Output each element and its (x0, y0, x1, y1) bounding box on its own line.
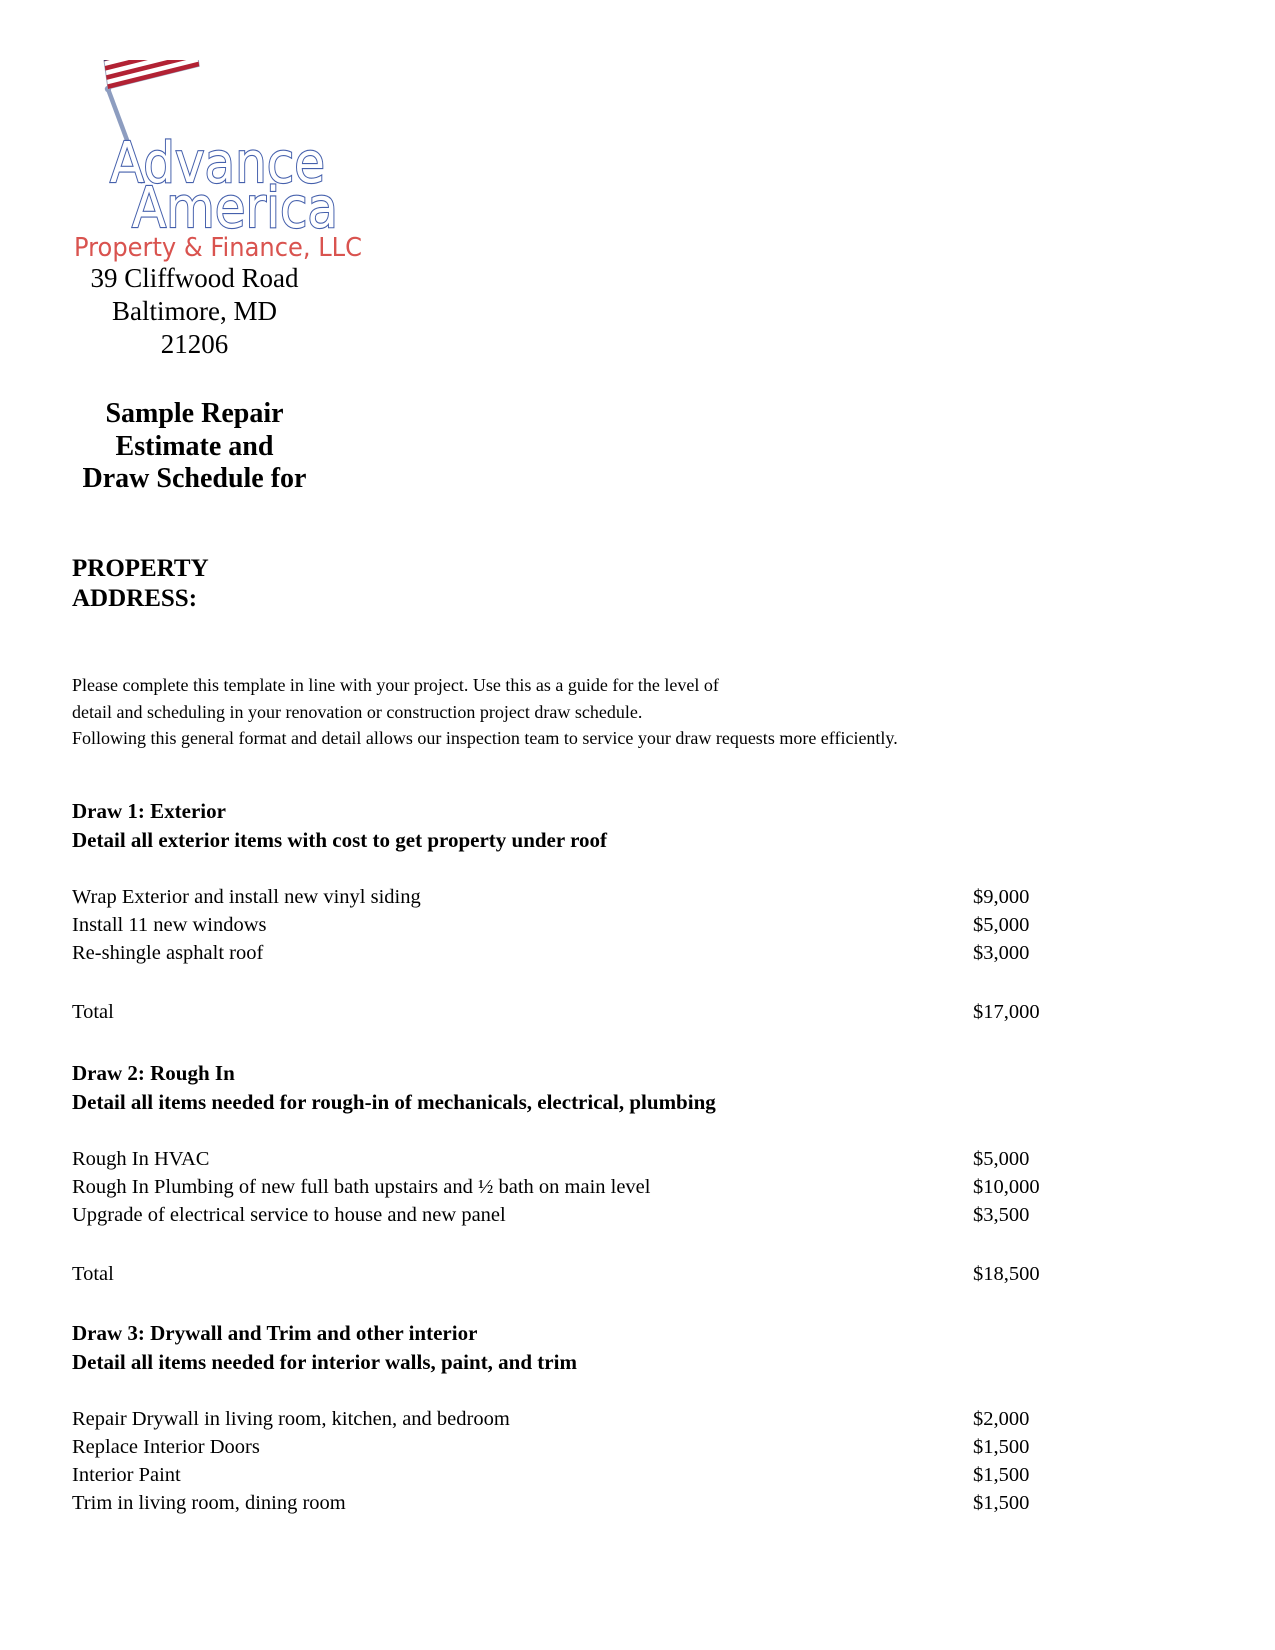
document-title (72, 398, 317, 496)
total-label: Total (72, 1263, 114, 1285)
total-amount: $17,000 (973, 1001, 1040, 1023)
property-address-label-line2: ADDRESS: (72, 584, 198, 612)
document-title-line3: Draw Schedule for (82, 463, 307, 494)
draw-1-total-row (72, 998, 1072, 1026)
line-item-amount: $1,500 (973, 1436, 1030, 1458)
draw-2-total-row (72, 1260, 1072, 1288)
line-item (72, 1145, 1072, 1173)
line-item (72, 883, 1072, 911)
line-item-label: Trim in living room, dining room (72, 1492, 346, 1514)
draw-3-items (72, 1405, 1072, 1517)
draw-1-subheading: Detail all exterior items with cost to get property under roof (72, 828, 607, 852)
property-address-label-line1: PROPERTY (72, 555, 209, 582)
company-address (72, 262, 317, 361)
line-item (72, 911, 1072, 939)
draw-1-items (72, 883, 1072, 967)
draw-3-subheading: Detail all items needed for interior walls, paint, and trim (72, 1350, 577, 1374)
draw-3-section (72, 1319, 1072, 1517)
intro-line3: Following this general format and detail allows our inspection team to service your draw requests more efficiently. (72, 728, 898, 748)
logo-company-name-line1: Advance (110, 131, 325, 196)
company-address-street: 39 Cliffwood Road (90, 263, 299, 293)
line-item-amount: $5,000 (973, 914, 1030, 936)
draw-2-heading: Draw 2: Rough In (72, 1061, 235, 1085)
total-label: Total (72, 1001, 114, 1023)
company-logo (70, 60, 370, 262)
line-item-label: Re-shingle asphalt roof (72, 942, 264, 964)
intro-paragraph (72, 672, 1052, 752)
line-item-label: Rough In Plumbing of new full bath upstairs and ½ bath on main level (72, 1176, 651, 1198)
draw-3-heading: Draw 3: Drywall and Trim and other interior (72, 1321, 478, 1345)
line-item-amount: $1,500 (973, 1492, 1030, 1514)
line-item (72, 1201, 1072, 1229)
line-item (72, 1433, 1072, 1461)
logo-tagline: Property & Finance, LLC (74, 233, 362, 262)
intro-line1: Please complete this template in line with your project. Use this as a guide for the level of (72, 675, 719, 695)
document-title-line1: Sample Repair (105, 398, 284, 429)
line-item-amount: $3,500 (973, 1204, 1030, 1226)
line-item (72, 1405, 1072, 1433)
total-amount: $18,500 (973, 1263, 1040, 1285)
line-item-label: Interior Paint (72, 1464, 181, 1486)
line-item (72, 1173, 1072, 1201)
draw-1-heading: Draw 1: Exterior (72, 799, 226, 823)
document-title-line2: Estimate and (115, 430, 274, 462)
line-item-amount: $3,000 (973, 942, 1030, 964)
line-item-amount: $1,500 (973, 1464, 1030, 1486)
line-item-amount: $10,000 (973, 1176, 1040, 1198)
line-item-label: Wrap Exterior and install new vinyl siding (72, 886, 421, 908)
draw-2-items (72, 1145, 1072, 1229)
company-address-zip: 21206 (160, 329, 229, 359)
line-item (72, 1461, 1072, 1489)
draw-2-subheading: Detail all items needed for rough-in of mechanicals, electrical, plumbing (72, 1090, 716, 1114)
draw-2-section (72, 1059, 1072, 1288)
intro-line2: detail and scheduling in your renovation or construction project draw schedule. (72, 701, 643, 722)
draw-1-section (72, 797, 1072, 1026)
line-item-label: Install 11 new windows (72, 914, 267, 936)
line-item (72, 1489, 1072, 1517)
line-item-amount: $9,000 (973, 886, 1030, 908)
line-item-amount: $5,000 (973, 1148, 1030, 1170)
line-item (72, 939, 1072, 967)
property-address-label (72, 554, 209, 613)
company-address-city: Baltimore, MD (112, 296, 277, 326)
line-item-amount: $2,000 (973, 1408, 1030, 1430)
line-item-label: Replace Interior Doors (72, 1436, 260, 1458)
line-item-label: Upgrade of electrical service to house and new panel (72, 1204, 506, 1226)
logo-company-name-line2: America (132, 176, 338, 241)
line-item-label: Repair Drywall in living room, kitchen, and bedroom (72, 1408, 510, 1430)
line-item-label: Rough In HVAC (72, 1148, 210, 1170)
